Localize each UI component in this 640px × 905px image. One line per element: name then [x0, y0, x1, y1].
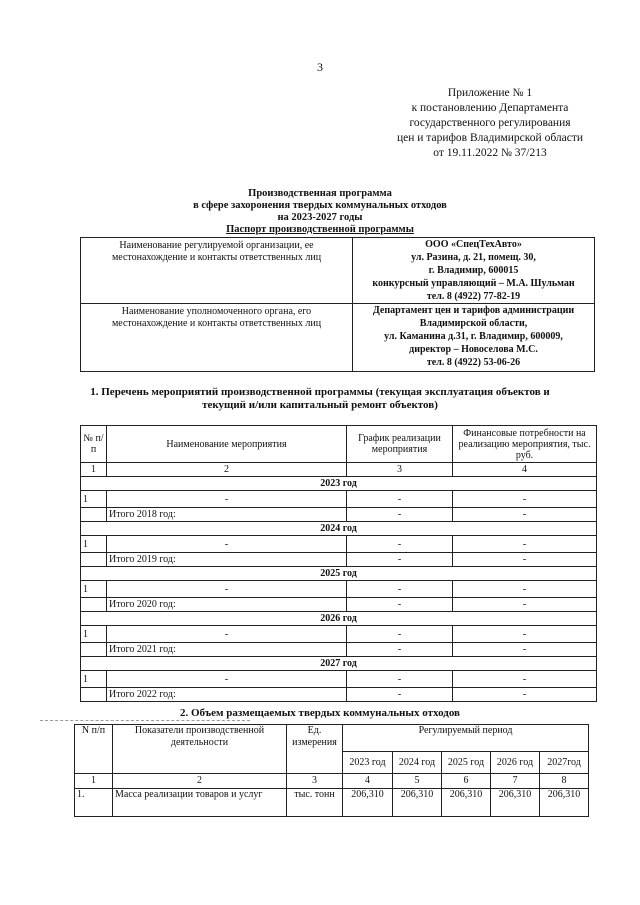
- cell: -: [347, 508, 453, 522]
- col-header: Финансовые потребности на реализацию мероприятия, тыс. руб.: [453, 426, 597, 463]
- cell: 206,310: [393, 789, 442, 817]
- activities-table: [80, 425, 597, 702]
- waste-volume-table: [74, 724, 589, 817]
- org-info: [353, 238, 595, 304]
- year-row: 2023 год: [81, 477, 597, 491]
- total-row: [81, 643, 597, 657]
- cell: -: [453, 581, 597, 598]
- passport-title: Паспорт производственной программы: [226, 224, 414, 235]
- total-label: Итого 2019 год:: [107, 553, 347, 567]
- col-header: № п/п: [81, 426, 107, 463]
- section1-heading-line: 1. Перечень мероприятий производственной программы (текущая эксплуатация объектов и: [90, 386, 550, 398]
- col-header: Показатели производственной деятельности: [113, 725, 287, 774]
- cell: -: [453, 688, 597, 702]
- col-number: 3: [347, 463, 453, 477]
- cell: -: [107, 671, 347, 688]
- total-row: [81, 553, 597, 567]
- col-number: 3: [287, 774, 343, 789]
- col-number: 4: [453, 463, 597, 477]
- table-row: [75, 789, 589, 817]
- cell: Масса реализации товаров и услуг: [113, 789, 287, 817]
- total-label: Итого 2022 год:: [107, 688, 347, 702]
- year-header: 2025 год: [442, 752, 491, 774]
- cell: -: [453, 553, 597, 567]
- cell: 206,310: [442, 789, 491, 817]
- passport-table: [80, 237, 595, 372]
- year-header: 2026 год: [491, 752, 540, 774]
- total-row: [81, 688, 597, 702]
- cell: 1: [81, 581, 107, 598]
- col-number: 5: [393, 774, 442, 789]
- year-row: 2026 год: [81, 612, 597, 626]
- authority-line: ул. Каманина д.31, г. Владимир, 600009,: [384, 331, 563, 342]
- col-header: Наименование мероприятия: [107, 426, 347, 463]
- cell: -: [107, 491, 347, 508]
- table-row: [81, 671, 597, 688]
- cell: -: [107, 626, 347, 643]
- appendix-line: государственного регулирования: [409, 117, 571, 129]
- authority-line: Департамент цен и тарифов администрации: [372, 305, 575, 316]
- table-row: [81, 626, 597, 643]
- cell: -: [347, 581, 453, 598]
- authority-line: директор – Новоселова М.С.: [409, 344, 538, 355]
- cell: -: [453, 536, 597, 553]
- section1-heading: [0, 386, 640, 412]
- org-label: Наименование регулируемой организации, ее местонахождение и контакты ответственных лиц: [81, 238, 353, 304]
- table-row: [81, 536, 597, 553]
- total-label: Итого 2021 год:: [107, 643, 347, 657]
- section1-heading-line: текущий и/или капитальный ремонт объектов): [202, 399, 438, 411]
- col-number: 2: [107, 463, 347, 477]
- cell: 1: [81, 671, 107, 688]
- cell: -: [453, 626, 597, 643]
- title-line: в сфере захоронения твердых коммунальных отходов: [193, 200, 447, 211]
- col-header: График реализации мероприятия: [347, 426, 453, 463]
- cell: -: [347, 553, 453, 567]
- authority-line: тел. 8 (4922) 53-06-26: [426, 357, 521, 368]
- year-header: 2024 год: [393, 752, 442, 774]
- cell: -: [347, 598, 453, 612]
- org-line: конкурсный управляющий – М.А. Шульман: [372, 278, 575, 289]
- cell: -: [347, 626, 453, 643]
- appendix-line: к постановлению Департамента: [411, 102, 569, 114]
- total-label: Итого 2018 год:: [107, 508, 347, 522]
- column-numbers-row: [81, 463, 597, 477]
- program-title: [0, 188, 640, 236]
- appendix-header: [370, 86, 610, 161]
- col-number: 1: [75, 774, 113, 789]
- divider: [40, 720, 250, 721]
- total-label: Итого 2020 год:: [107, 598, 347, 612]
- col-number: 1: [81, 463, 107, 477]
- cell: -: [453, 643, 597, 657]
- table-row: [81, 581, 597, 598]
- page-number: 3: [317, 60, 323, 74]
- total-row: [81, 598, 597, 612]
- year-row: 2027 год: [81, 657, 597, 671]
- total-row: [81, 508, 597, 522]
- appendix-line: цен и тарифов Владимирской области: [396, 132, 584, 144]
- title-line: Производственная программа: [248, 188, 392, 199]
- cell: -: [453, 508, 597, 522]
- cell: -: [453, 491, 597, 508]
- cell: -: [347, 643, 453, 657]
- year-header: 2027год: [540, 752, 589, 774]
- col-number: 8: [540, 774, 589, 789]
- cell: 1: [81, 626, 107, 643]
- cell: -: [453, 671, 597, 688]
- cell: -: [347, 688, 453, 702]
- authority-info: [353, 304, 595, 372]
- cell: -: [107, 536, 347, 553]
- col-header: Регулируемый период: [343, 725, 589, 752]
- authority-line: Владимирской области,: [419, 318, 528, 329]
- cell: 206,310: [540, 789, 589, 817]
- org-line: г. Владимир, 600015: [428, 265, 519, 276]
- org-line: ул. Разина, д. 21, помещ. 30,: [411, 252, 536, 263]
- col-number: 4: [343, 774, 393, 789]
- org-line: ООО «СпецТехАвто»: [425, 239, 522, 250]
- section2-heading: 2. Объем размещаемых твердых коммунальных отходов: [179, 707, 460, 719]
- col-number: 6: [442, 774, 491, 789]
- org-line: тел. 8 (4922) 77-82-19: [426, 291, 521, 302]
- cell: -: [347, 671, 453, 688]
- cell: -: [453, 598, 597, 612]
- cell: 1: [81, 491, 107, 508]
- title-line: на 2023-2027 годы: [277, 212, 363, 223]
- cell: тыс. тонн: [287, 789, 343, 817]
- appendix-line: Приложение № 1: [447, 87, 533, 99]
- table-row: [81, 491, 597, 508]
- cell: 1.: [75, 789, 113, 817]
- column-numbers-row: [75, 774, 589, 789]
- col-number: 2: [113, 774, 287, 789]
- cell: 206,310: [343, 789, 393, 817]
- cell: 206,310: [491, 789, 540, 817]
- year-header: 2023 год: [343, 752, 393, 774]
- appendix-line: от 19.11.2022 № 37/213: [433, 147, 547, 159]
- year-row: 2025 год: [81, 567, 597, 581]
- authority-label: Наименование уполномоченного органа, его местонахождение и контакты ответственных лиц: [81, 304, 353, 372]
- col-header: Ед. измерения: [287, 725, 343, 774]
- col-number: 7: [491, 774, 540, 789]
- year-row: 2024 год: [81, 522, 597, 536]
- cell: 1: [81, 536, 107, 553]
- cell: -: [107, 581, 347, 598]
- cell: -: [347, 491, 453, 508]
- col-header: N п/п: [75, 725, 113, 774]
- cell: -: [347, 536, 453, 553]
- table-header-row: [81, 426, 597, 463]
